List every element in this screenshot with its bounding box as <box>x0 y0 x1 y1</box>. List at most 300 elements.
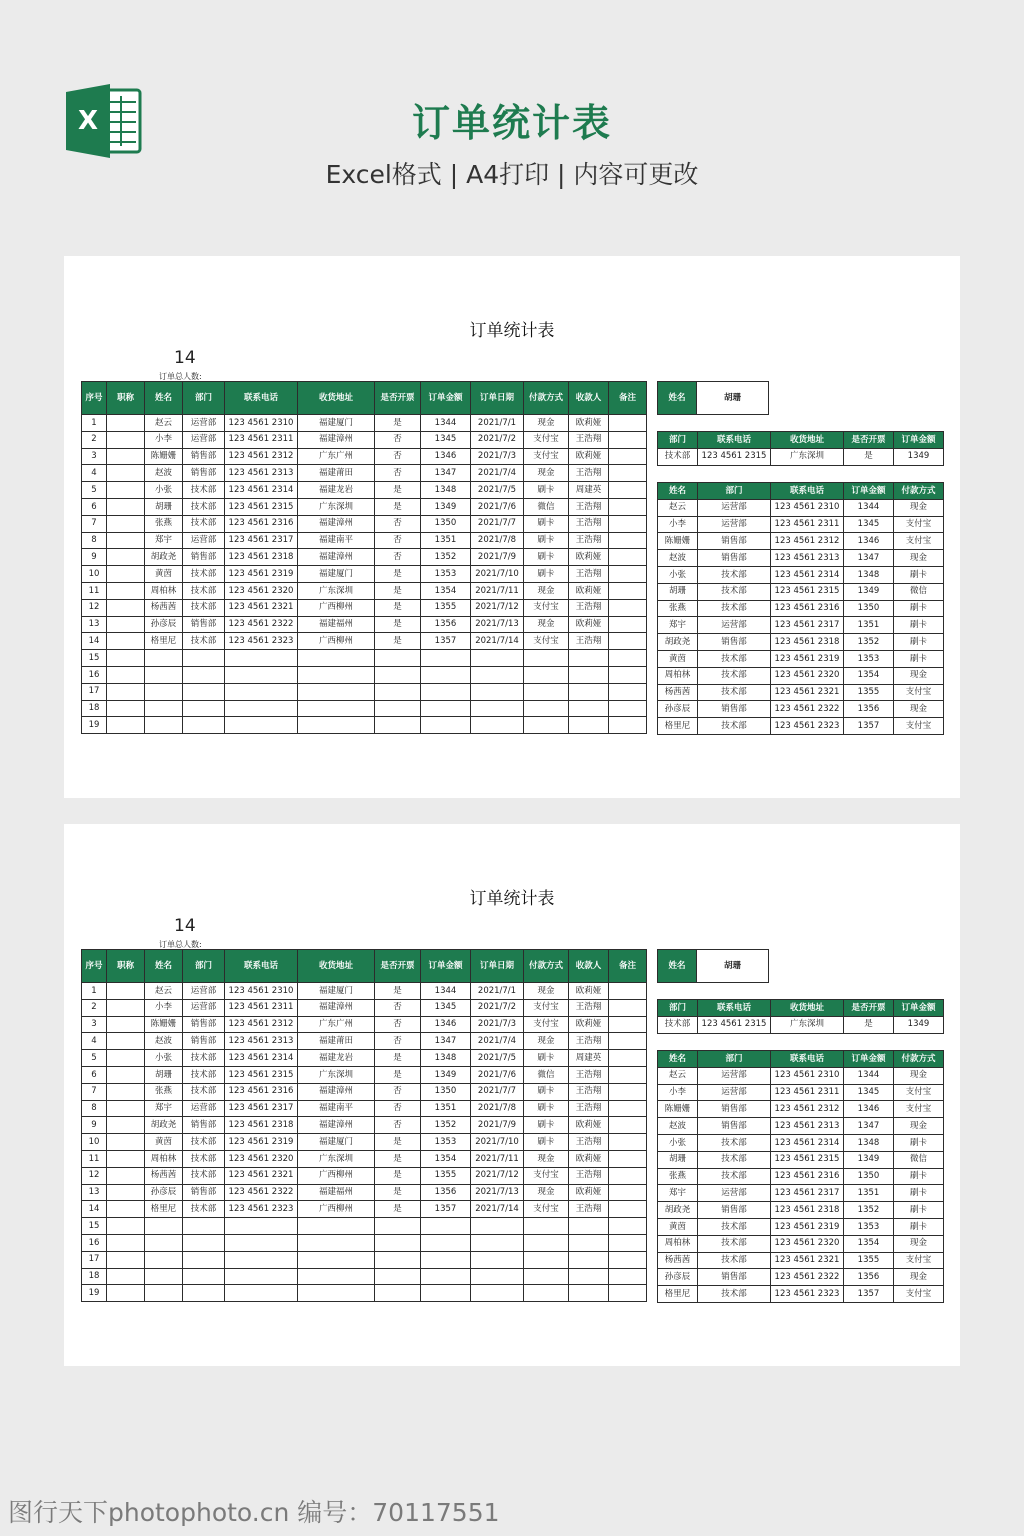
table-cell[interactable]: 王浩翔 <box>569 1066 609 1083</box>
list-cell[interactable]: 123 4561 2315 <box>771 1151 844 1168</box>
table-cell[interactable]: 刷卡 <box>524 1050 569 1067</box>
table-cell[interactable]: 123 4561 2321 <box>225 1167 298 1184</box>
table-cell[interactable] <box>107 1234 145 1251</box>
table-cell[interactable]: 否 <box>375 549 421 566</box>
table-cell[interactable]: 3 <box>82 1016 107 1033</box>
table-cell[interactable] <box>569 717 609 734</box>
table-cell[interactable]: 刷卡 <box>524 1083 569 1100</box>
table-cell[interactable]: 123 4561 2322 <box>225 1184 298 1201</box>
table-cell[interactable]: 支付宝 <box>524 448 569 465</box>
table-cell[interactable] <box>145 1218 183 1235</box>
list-cell[interactable]: 1350 <box>844 1168 894 1185</box>
list-cell[interactable]: 1355 <box>844 684 894 701</box>
table-cell[interactable]: 福建龙岩 <box>298 482 375 499</box>
list-cell[interactable]: 小张 <box>658 566 698 583</box>
list-cell[interactable]: 123 4561 2314 <box>771 1134 844 1151</box>
table-cell[interactable]: 技术部 <box>183 633 225 650</box>
table-cell[interactable]: 胡珊 <box>145 498 183 515</box>
list-cell[interactable]: 现金 <box>894 701 944 718</box>
list-cell[interactable]: 123 4561 2311 <box>771 516 844 533</box>
table-cell[interactable]: 欧莉娅 <box>569 983 609 1000</box>
table-cell[interactable] <box>107 1218 145 1235</box>
table-cell[interactable]: 2021/7/12 <box>471 1167 524 1184</box>
table-cell[interactable] <box>225 1285 298 1302</box>
table-cell[interactable]: 福建福州 <box>298 1184 375 1201</box>
table-cell[interactable] <box>609 1016 647 1033</box>
table-cell[interactable]: 现金 <box>524 1150 569 1167</box>
table-cell[interactable]: 支付宝 <box>524 431 569 448</box>
table-cell[interactable] <box>609 566 647 583</box>
table-cell[interactable] <box>107 650 145 667</box>
list-cell[interactable]: 支付宝 <box>894 1101 944 1118</box>
table-cell[interactable]: 1346 <box>421 448 471 465</box>
table-cell[interactable] <box>609 1134 647 1151</box>
table-cell[interactable]: 技术部 <box>183 1083 225 1100</box>
table-cell[interactable] <box>145 650 183 667</box>
table-cell[interactable]: 4 <box>82 1033 107 1050</box>
table-cell[interactable]: 否 <box>375 515 421 532</box>
table-cell[interactable]: 现金 <box>524 1184 569 1201</box>
table-cell[interactable]: 123 4561 2310 <box>225 983 298 1000</box>
table-cell[interactable] <box>609 1066 647 1083</box>
table-cell[interactable]: 福建厦门 <box>298 983 375 1000</box>
list-cell[interactable]: 技术部 <box>698 1286 771 1303</box>
table-cell[interactable]: 1355 <box>421 599 471 616</box>
list-cell[interactable]: 1349 <box>844 1151 894 1168</box>
table-cell[interactable] <box>225 1251 298 1268</box>
table-cell[interactable]: 2021/7/6 <box>471 498 524 515</box>
list-cell[interactable]: 微信 <box>894 1151 944 1168</box>
list-cell[interactable]: 123 4561 2312 <box>771 1101 844 1118</box>
table-cell[interactable] <box>107 1285 145 1302</box>
table-cell[interactable] <box>298 683 375 700</box>
table-cell[interactable]: 赵云 <box>145 415 183 432</box>
table-cell[interactable]: 刷卡 <box>524 515 569 532</box>
table-cell[interactable]: 运营部 <box>183 431 225 448</box>
table-cell[interactable]: 是 <box>375 599 421 616</box>
table-cell[interactable]: 123 4561 2315 <box>225 1066 298 1083</box>
table-cell[interactable]: 3 <box>82 448 107 465</box>
list-cell[interactable]: 技术部 <box>698 1168 771 1185</box>
list-cell[interactable]: 运营部 <box>698 1067 771 1084</box>
table-cell[interactable] <box>298 1285 375 1302</box>
table-cell[interactable]: 技术部 <box>183 515 225 532</box>
table-cell[interactable] <box>421 1234 471 1251</box>
table-cell[interactable]: 销售部 <box>183 465 225 482</box>
list-cell[interactable]: 格里尼 <box>658 718 698 735</box>
table-cell[interactable]: 销售部 <box>183 549 225 566</box>
table-cell[interactable]: 杨茜茜 <box>145 599 183 616</box>
list-cell[interactable]: 123 4561 2318 <box>771 634 844 651</box>
table-cell[interactable]: 7 <box>82 1083 107 1100</box>
table-cell[interactable]: 销售部 <box>183 1117 225 1134</box>
list-cell[interactable]: 微信 <box>894 583 944 600</box>
table-cell[interactable]: 1351 <box>421 1100 471 1117</box>
table-cell[interactable]: 福建莆田 <box>298 465 375 482</box>
table-cell[interactable]: 是 <box>375 1167 421 1184</box>
table-cell[interactable]: 2021/7/4 <box>471 1033 524 1050</box>
table-cell[interactable] <box>107 1066 145 1083</box>
list-cell[interactable]: 小李 <box>658 516 698 533</box>
table-cell[interactable] <box>107 431 145 448</box>
table-cell[interactable]: 胡政尧 <box>145 1117 183 1134</box>
table-cell[interactable]: 7 <box>82 515 107 532</box>
table-cell[interactable] <box>609 582 647 599</box>
table-cell[interactable]: 福建漳州 <box>298 549 375 566</box>
list-cell[interactable]: 123 4561 2322 <box>771 1269 844 1286</box>
list-cell[interactable]: 1357 <box>844 1286 894 1303</box>
list-cell[interactable]: 运营部 <box>698 499 771 516</box>
table-cell[interactable] <box>609 549 647 566</box>
table-cell[interactable] <box>107 549 145 566</box>
table-cell[interactable]: 福建漳州 <box>298 1083 375 1100</box>
table-cell[interactable] <box>107 1117 145 1134</box>
table-cell[interactable]: 123 4561 2323 <box>225 1201 298 1218</box>
table-cell[interactable] <box>421 1218 471 1235</box>
list-cell[interactable]: 现金 <box>894 1269 944 1286</box>
table-cell[interactable]: 支付宝 <box>524 599 569 616</box>
table-cell[interactable] <box>375 1218 421 1235</box>
table-cell[interactable]: 123 4561 2312 <box>225 448 298 465</box>
list-cell[interactable]: 刷卡 <box>894 1168 944 1185</box>
table-cell[interactable]: 1356 <box>421 1184 471 1201</box>
table-cell[interactable] <box>183 650 225 667</box>
table-cell[interactable]: 123 4561 2313 <box>225 1033 298 1050</box>
table-cell[interactable] <box>471 1268 524 1285</box>
table-cell[interactable]: 17 <box>82 1251 107 1268</box>
table-cell[interactable] <box>609 465 647 482</box>
table-cell[interactable]: 张燕 <box>145 515 183 532</box>
table-cell[interactable]: 2021/7/6 <box>471 1066 524 1083</box>
table-cell[interactable]: 王浩翔 <box>569 498 609 515</box>
list-cell[interactable]: 胡珊 <box>658 583 698 600</box>
table-cell[interactable] <box>375 700 421 717</box>
table-cell[interactable]: 2021/7/3 <box>471 448 524 465</box>
list-cell[interactable]: 123 4561 2311 <box>771 1084 844 1101</box>
table-cell[interactable] <box>375 650 421 667</box>
table-cell[interactable]: 123 4561 2311 <box>225 431 298 448</box>
table-cell[interactable] <box>298 1234 375 1251</box>
table-cell[interactable] <box>421 717 471 734</box>
table-cell[interactable]: 福建福州 <box>298 616 375 633</box>
table-cell[interactable]: 王浩翔 <box>569 532 609 549</box>
table-cell[interactable] <box>225 1268 298 1285</box>
list-cell[interactable]: 123 4561 2314 <box>771 566 844 583</box>
table-cell[interactable] <box>107 1268 145 1285</box>
list-cell[interactable]: 1353 <box>844 650 894 667</box>
table-cell[interactable]: 王浩翔 <box>569 566 609 583</box>
table-cell[interactable]: 1349 <box>421 498 471 515</box>
list-cell[interactable]: 周柏林 <box>658 1235 698 1252</box>
list-cell[interactable]: 胡政尧 <box>658 634 698 651</box>
table-cell[interactable]: 小张 <box>145 1050 183 1067</box>
table-cell[interactable] <box>107 448 145 465</box>
table-cell[interactable]: 否 <box>375 532 421 549</box>
table-cell[interactable] <box>609 683 647 700</box>
table-cell[interactable] <box>421 1268 471 1285</box>
list-cell[interactable]: 1351 <box>844 1185 894 1202</box>
table-cell[interactable]: 技术部 <box>183 1150 225 1167</box>
table-cell[interactable] <box>609 1150 647 1167</box>
table-cell[interactable]: 123 4561 2316 <box>225 1083 298 1100</box>
table-cell[interactable]: 18 <box>82 1268 107 1285</box>
table-cell[interactable]: 12 <box>82 599 107 616</box>
table-cell[interactable]: 2021/7/7 <box>471 515 524 532</box>
table-cell[interactable] <box>298 1218 375 1235</box>
table-cell[interactable] <box>524 717 569 734</box>
table-cell[interactable]: 赵波 <box>145 1033 183 1050</box>
list-cell[interactable]: 123 4561 2322 <box>771 701 844 718</box>
list-cell[interactable]: 刷卡 <box>894 600 944 617</box>
list-cell[interactable]: 1351 <box>844 617 894 634</box>
table-cell[interactable]: 12 <box>82 1167 107 1184</box>
list-cell[interactable]: 郑宇 <box>658 617 698 634</box>
list-cell[interactable]: 刷卡 <box>894 1218 944 1235</box>
table-cell[interactable]: 6 <box>82 498 107 515</box>
table-cell[interactable] <box>421 666 471 683</box>
table-cell[interactable]: 1344 <box>421 983 471 1000</box>
table-cell[interactable]: 否 <box>375 1083 421 1100</box>
table-cell[interactable]: 2021/7/14 <box>471 633 524 650</box>
table-cell[interactable]: 19 <box>82 717 107 734</box>
table-cell[interactable]: 福建漳州 <box>298 515 375 532</box>
table-cell[interactable]: 2021/7/1 <box>471 983 524 1000</box>
table-cell[interactable] <box>471 717 524 734</box>
table-cell[interactable] <box>145 666 183 683</box>
list-cell[interactable]: 1348 <box>844 1134 894 1151</box>
table-cell[interactable] <box>609 1100 647 1117</box>
list-cell[interactable]: 运营部 <box>698 1084 771 1101</box>
table-cell[interactable] <box>183 666 225 683</box>
table-cell[interactable]: 123 4561 2320 <box>225 582 298 599</box>
table-cell[interactable] <box>569 666 609 683</box>
table-cell[interactable]: 王浩翔 <box>569 599 609 616</box>
list-cell[interactable]: 刷卡 <box>894 617 944 634</box>
table-cell[interactable]: 2021/7/2 <box>471 999 524 1016</box>
list-cell[interactable]: 小李 <box>658 1084 698 1101</box>
table-cell[interactable] <box>609 666 647 683</box>
table-cell[interactable]: 支付宝 <box>524 633 569 650</box>
table-cell[interactable]: 刷卡 <box>524 532 569 549</box>
table-cell[interactable] <box>107 582 145 599</box>
list-cell[interactable]: 支付宝 <box>894 1286 944 1303</box>
list-cell[interactable]: 1344 <box>844 499 894 516</box>
table-cell[interactable]: 2021/7/11 <box>471 582 524 599</box>
table-cell[interactable] <box>569 683 609 700</box>
table-cell[interactable] <box>107 633 145 650</box>
table-cell[interactable]: 2 <box>82 999 107 1016</box>
table-cell[interactable]: 技术部 <box>183 1167 225 1184</box>
table-cell[interactable] <box>145 1251 183 1268</box>
table-cell[interactable]: 广西柳州 <box>298 1167 375 1184</box>
table-cell[interactable]: 1346 <box>421 1016 471 1033</box>
list-cell[interactable]: 现金 <box>894 499 944 516</box>
table-cell[interactable]: 广东广州 <box>298 448 375 465</box>
table-cell[interactable]: 1357 <box>421 633 471 650</box>
table-cell[interactable]: 是 <box>375 1050 421 1067</box>
table-cell[interactable]: 销售部 <box>183 1184 225 1201</box>
table-cell[interactable]: 销售部 <box>183 448 225 465</box>
list-cell[interactable]: 技术部 <box>698 583 771 600</box>
table-cell[interactable]: 周建英 <box>569 1050 609 1067</box>
table-cell[interactable]: 运营部 <box>183 983 225 1000</box>
table-cell[interactable]: 福建南平 <box>298 532 375 549</box>
list-cell[interactable]: 黄茵 <box>658 1218 698 1235</box>
table-cell[interactable] <box>145 717 183 734</box>
table-cell[interactable]: 广东深圳 <box>298 1066 375 1083</box>
table-cell[interactable]: 10 <box>82 1134 107 1151</box>
list-cell[interactable]: 运营部 <box>698 1185 771 1202</box>
table-cell[interactable] <box>524 700 569 717</box>
table-cell[interactable]: 123 4561 2320 <box>225 1150 298 1167</box>
list-cell[interactable]: 技术部 <box>698 600 771 617</box>
table-cell[interactable]: 6 <box>82 1066 107 1083</box>
table-cell[interactable] <box>524 666 569 683</box>
table-cell[interactable] <box>609 650 647 667</box>
table-cell[interactable] <box>421 1251 471 1268</box>
table-cell[interactable]: 17 <box>82 683 107 700</box>
list-cell[interactable]: 技术部 <box>698 667 771 684</box>
list-cell[interactable]: 1352 <box>844 634 894 651</box>
table-cell[interactable]: 欧莉娅 <box>569 1184 609 1201</box>
list-cell[interactable]: 刷卡 <box>894 650 944 667</box>
table-cell[interactable]: 123 4561 2319 <box>225 1134 298 1151</box>
table-cell[interactable]: 欧莉娅 <box>569 582 609 599</box>
table-cell[interactable] <box>183 700 225 717</box>
table-cell[interactable] <box>609 700 647 717</box>
table-cell[interactable] <box>609 415 647 432</box>
table-cell[interactable] <box>107 1016 145 1033</box>
list-cell[interactable]: 1350 <box>844 600 894 617</box>
table-cell[interactable]: 运营部 <box>183 999 225 1016</box>
table-cell[interactable] <box>609 717 647 734</box>
table-cell[interactable]: 2021/7/3 <box>471 1016 524 1033</box>
list-cell[interactable]: 张燕 <box>658 600 698 617</box>
table-cell[interactable]: 刷卡 <box>524 1117 569 1134</box>
table-cell[interactable]: 123 4561 2313 <box>225 465 298 482</box>
list-cell[interactable]: 赵波 <box>658 1118 698 1135</box>
table-cell[interactable] <box>107 465 145 482</box>
table-cell[interactable] <box>569 1251 609 1268</box>
list-cell[interactable]: 1347 <box>844 1118 894 1135</box>
table-cell[interactable]: 1350 <box>421 515 471 532</box>
table-cell[interactable]: 技术部 <box>183 566 225 583</box>
table-cell[interactable]: 2021/7/9 <box>471 549 524 566</box>
list-cell[interactable]: 1345 <box>844 516 894 533</box>
table-cell[interactable]: 广西柳州 <box>298 599 375 616</box>
table-cell[interactable]: 14 <box>82 633 107 650</box>
table-cell[interactable]: 123 4561 2312 <box>225 1016 298 1033</box>
list-cell[interactable]: 赵波 <box>658 550 698 567</box>
table-cell[interactable] <box>107 532 145 549</box>
table-cell[interactable]: 13 <box>82 616 107 633</box>
table-cell[interactable] <box>609 983 647 1000</box>
table-cell[interactable] <box>569 1285 609 1302</box>
table-cell[interactable] <box>524 683 569 700</box>
table-cell[interactable]: 销售部 <box>183 1033 225 1050</box>
table-cell[interactable]: 1355 <box>421 1167 471 1184</box>
table-cell[interactable]: 15 <box>82 650 107 667</box>
table-cell[interactable]: 2021/7/2 <box>471 431 524 448</box>
table-cell[interactable]: 技术部 <box>183 1134 225 1151</box>
table-cell[interactable]: 欧莉娅 <box>569 616 609 633</box>
table-cell[interactable] <box>183 1251 225 1268</box>
table-cell[interactable]: 欧莉娅 <box>569 448 609 465</box>
list-cell[interactable]: 123 4561 2316 <box>771 600 844 617</box>
table-cell[interactable]: 技术部 <box>183 1201 225 1218</box>
list-cell[interactable]: 123 4561 2321 <box>771 684 844 701</box>
list-cell[interactable]: 销售部 <box>698 533 771 550</box>
table-cell[interactable]: 2021/7/9 <box>471 1117 524 1134</box>
table-cell[interactable]: 1350 <box>421 1083 471 1100</box>
table-cell[interactable]: 2021/7/13 <box>471 1184 524 1201</box>
table-cell[interactable]: 123 4561 2318 <box>225 549 298 566</box>
table-cell[interactable]: 2 <box>82 431 107 448</box>
table-cell[interactable] <box>145 1234 183 1251</box>
table-cell[interactable] <box>471 1251 524 1268</box>
table-cell[interactable]: 是 <box>375 566 421 583</box>
table-cell[interactable]: 2021/7/5 <box>471 1050 524 1067</box>
list-cell[interactable]: 刷卡 <box>894 634 944 651</box>
table-cell[interactable]: 微信 <box>524 498 569 515</box>
table-cell[interactable]: 刷卡 <box>524 566 569 583</box>
table-cell[interactable] <box>298 650 375 667</box>
table-cell[interactable] <box>609 431 647 448</box>
table-cell[interactable] <box>107 1134 145 1151</box>
table-cell[interactable] <box>609 599 647 616</box>
table-cell[interactable] <box>609 1050 647 1067</box>
table-cell[interactable]: 否 <box>375 1016 421 1033</box>
table-cell[interactable] <box>569 650 609 667</box>
table-cell[interactable] <box>524 1251 569 1268</box>
table-cell[interactable] <box>107 1150 145 1167</box>
table-cell[interactable]: 123 4561 2311 <box>225 999 298 1016</box>
table-cell[interactable] <box>524 1268 569 1285</box>
table-cell[interactable]: 支付宝 <box>524 999 569 1016</box>
table-cell[interactable] <box>375 1268 421 1285</box>
table-cell[interactable] <box>471 700 524 717</box>
table-cell[interactable] <box>609 1285 647 1302</box>
table-cell[interactable] <box>609 1184 647 1201</box>
table-cell[interactable]: 10 <box>82 566 107 583</box>
table-cell[interactable]: 11 <box>82 1150 107 1167</box>
table-cell[interactable]: 技术部 <box>183 1066 225 1083</box>
table-cell[interactable]: 欧莉娅 <box>569 415 609 432</box>
table-cell[interactable]: 5 <box>82 482 107 499</box>
table-cell[interactable] <box>107 1184 145 1201</box>
table-cell[interactable] <box>107 1100 145 1117</box>
table-cell[interactable] <box>471 683 524 700</box>
list-cell[interactable]: 刷卡 <box>894 1185 944 1202</box>
table-cell[interactable]: 欧莉娅 <box>569 549 609 566</box>
table-cell[interactable]: 王浩翔 <box>569 1134 609 1151</box>
table-cell[interactable]: 王浩翔 <box>569 1083 609 1100</box>
table-cell[interactable]: 1 <box>82 415 107 432</box>
table-cell[interactable] <box>471 1218 524 1235</box>
list-cell[interactable]: 刷卡 <box>894 1202 944 1219</box>
table-cell[interactable]: 王浩翔 <box>569 431 609 448</box>
list-cell[interactable]: 刷卡 <box>894 1134 944 1151</box>
table-cell[interactable]: 123 4561 2317 <box>225 532 298 549</box>
list-cell[interactable]: 孙彦辰 <box>658 1269 698 1286</box>
table-cell[interactable]: 张燕 <box>145 1083 183 1100</box>
list-cell[interactable]: 销售部 <box>698 1118 771 1135</box>
table-cell[interactable]: 广东深圳 <box>298 582 375 599</box>
table-cell[interactable] <box>375 1285 421 1302</box>
table-cell[interactable]: 2021/7/11 <box>471 1150 524 1167</box>
table-cell[interactable]: 1345 <box>421 999 471 1016</box>
table-cell[interactable]: 福建漳州 <box>298 1117 375 1134</box>
